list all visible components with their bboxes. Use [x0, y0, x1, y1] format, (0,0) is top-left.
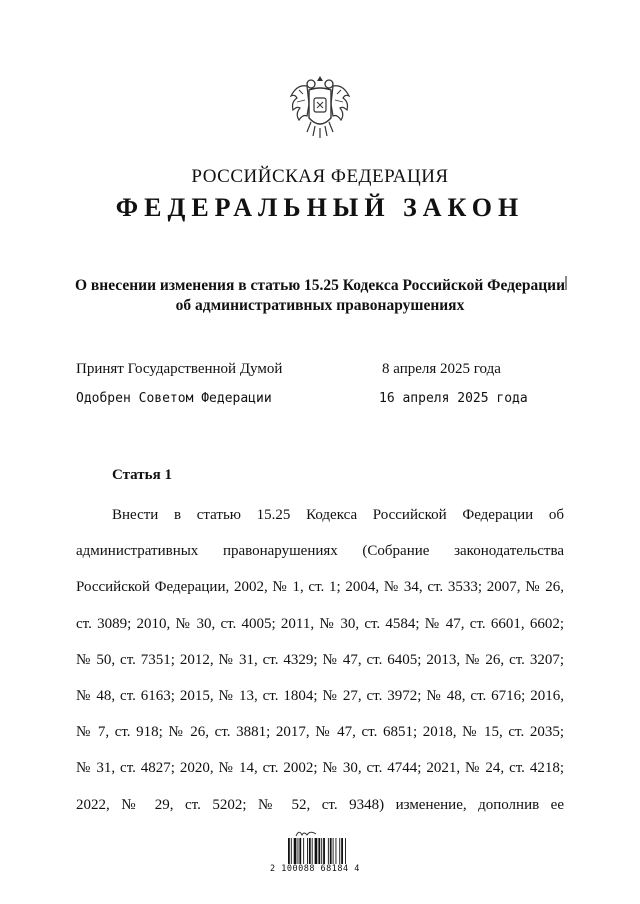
article-line: № 50, ст. 7351; 2012, № 31, ст. 4329; № 47, ст. 6405; 2013, № 26, ст. 3207; [76, 651, 564, 668]
article-body [76, 497, 564, 823]
barcode-bar [307, 838, 308, 864]
council-approval-date: 16 апреля 2025 года [379, 391, 528, 406]
margin-mark [565, 276, 567, 290]
coat-of-arms-icon [287, 74, 353, 146]
barcode-number: 2 100088 68184 4 [270, 864, 360, 874]
article-line: ст. 3089; 2010, № 30, ст. 4005; 2011, № 30, ст. 4584; № 47, ст. 6601, 6602; [76, 615, 564, 632]
barcode-bar [315, 838, 318, 864]
barcode-icon [287, 838, 367, 864]
law-title-line2: об административных правонарушениях [175, 297, 465, 314]
barcode-bar [318, 838, 320, 864]
barcode-bar [333, 838, 334, 864]
barcode-bar [336, 838, 337, 864]
signature-mark-icon [295, 828, 317, 838]
barcode-bar [341, 838, 343, 864]
barcode-bar [291, 838, 292, 864]
article-heading: Статья 1 [112, 467, 172, 483]
article-line: № 48, ст. 6163; 2015, № 13, ст. 1804; № 27, ст. 3972; № 48, ст. 6716; 2016, [76, 687, 564, 704]
article-line: № 7, ст. 918; № 26, ст. 3881; 2017, № 47, ст. 6851; 2018, № 15, ст. 2035; [76, 724, 564, 741]
barcode-bar [321, 838, 322, 864]
barcode-bar [328, 838, 329, 864]
barcode-bar [288, 838, 290, 864]
barcode-bar [299, 838, 301, 864]
barcode-bar [339, 838, 340, 864]
law-title-line1: О внесении изменения в статью 15.25 Кодекса Российской Федерации [75, 277, 565, 294]
barcode-bar [330, 838, 332, 864]
duma-adoption-label: Принят Государственной Думой [76, 361, 283, 377]
barcode-bar [323, 838, 325, 864]
barcode-bar [303, 838, 304, 864]
article-line: Российской Федерации, 2002, № 1, ст. 1; 2004, № 34, ст. 3533; 2007, № 26, [76, 579, 564, 596]
barcode-bar [312, 838, 313, 864]
article-line: Внести в статью 15.25 Кодекса Российской Федерации об [112, 507, 564, 523]
duma-adoption-date: 8 апреля 2025 года [382, 361, 501, 377]
article-line: № 31, ст. 4827; 2020, № 14, ст. 2002; № 30, ст. 4744; 2021, № 24, ст. 4218; [76, 760, 564, 777]
barcode-bar [345, 838, 346, 864]
barcode-bar [309, 838, 311, 864]
law-title [70, 276, 570, 316]
council-approval-label: Одобрен Советом Федерации [76, 391, 272, 406]
barcode-bar [294, 838, 297, 864]
article-line: 2022, № 29, ст. 5202; № 52, ст. 9348) изменение, дополнив ее [76, 796, 564, 813]
barcode-bar [298, 838, 299, 864]
article-line: административных правонарушениях (Собрание законодательства [76, 543, 564, 560]
law-type-heading: ФЕДЕРАЛЬНЫЙ ЗАКОН [115, 193, 525, 222]
country-name: РОССИЙСКАЯ ФЕДЕРАЦИЯ [191, 166, 449, 187]
